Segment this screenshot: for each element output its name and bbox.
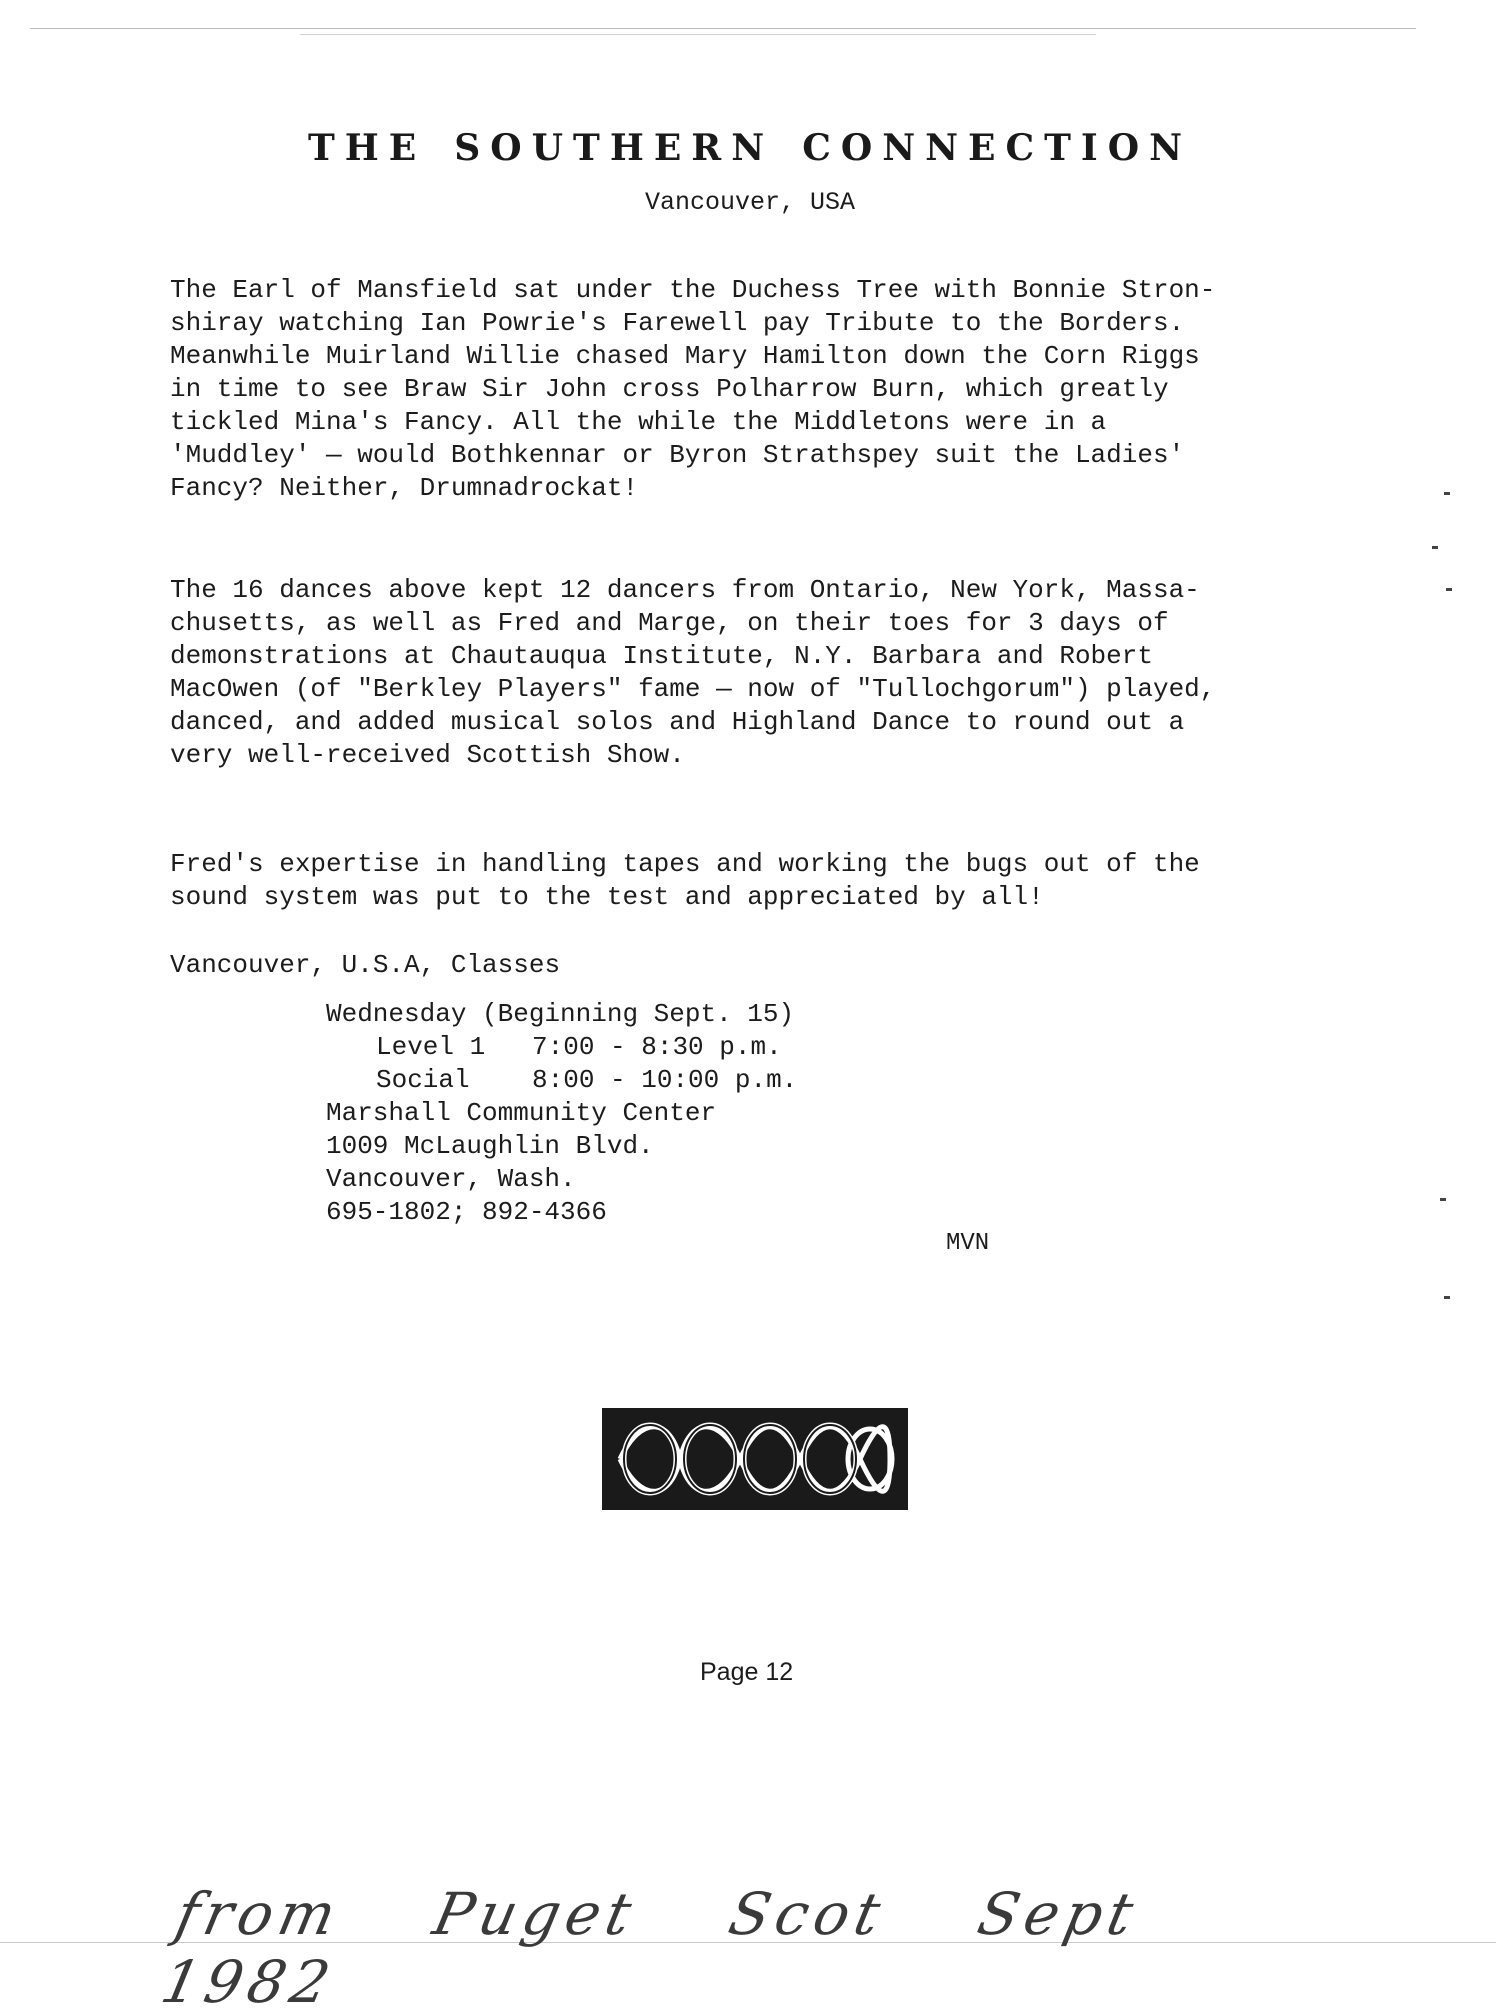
scan-artifact-line [300, 34, 1096, 35]
class-day: Wednesday (Beginning Sept. 15) [326, 999, 795, 1029]
newsletter-subtitle: Vancouver, USA [644, 188, 856, 217]
class-address: 1009 McLaughlin Blvd. [326, 1131, 654, 1161]
author-initials: MVN [946, 1230, 990, 1257]
margin-speck [1444, 492, 1450, 495]
classes-heading: Vancouver, U.S.A, Classes [170, 950, 561, 980]
paragraph-chautauqua: The 16 dances above kept 12 dancers from Ontario, New York, Massa- chusetts, as well as Fred and Marge, on their toes for 3 days of demonstrations at Chautauqua Institute, N.Y. Barbara and Robert MacOwen (of "Berkley Players" fame — now of "Tullochgorum") played, danced, and added musical solos and Highland Dance to round out a very well-received Scottish Show. [170, 575, 1216, 770]
margin-speck [1432, 546, 1438, 549]
class-social-time: Social 8:00 - 10:00 p.m. [376, 1065, 798, 1095]
celtic-knot-ornament [600, 1406, 910, 1512]
paragraph-sound-system: Fred's expertise in handling tapes and working the bugs out of the sound system was put to the test and appreciated by all! [170, 849, 1200, 912]
page-number: Page 12 [700, 1658, 794, 1686]
paragraph-dance-story: The Earl of Mansfield sat under the Duchess Tree with Bonnie Stron- shiray watching Ian Powrie's Farewell pay Tribute to the Borders. Meanwhile Muirland Willie chased Mary Hamilton down the Corn Riggs in time to see Braw Sir John cross Polharrow Burn, which greatly tickled Mina's Fancy. All the while the Middletons were in a 'Muddley' — would Bothkennar or Byron Strathspey suit the Ladies' Fancy? Neither, Drumnadrockat! [170, 275, 1216, 503]
class-city: Vancouver, Wash. [326, 1164, 576, 1194]
margin-speck [1444, 1296, 1450, 1299]
class-venue: Marshall Community Center [326, 1098, 717, 1128]
newsletter-title: the southern connection [307, 112, 1193, 173]
scan-artifact-line [30, 28, 1416, 29]
class-phones: 695-1802; 892-4366 [326, 1197, 607, 1227]
handwritten-source-note: from Puget Scot Sept 1982 [155, 1880, 1145, 2016]
margin-speck [1446, 588, 1452, 591]
margin-speck [1440, 1198, 1446, 1201]
class-level1-time: Level 1 7:00 - 8:30 p.m. [376, 1032, 782, 1062]
